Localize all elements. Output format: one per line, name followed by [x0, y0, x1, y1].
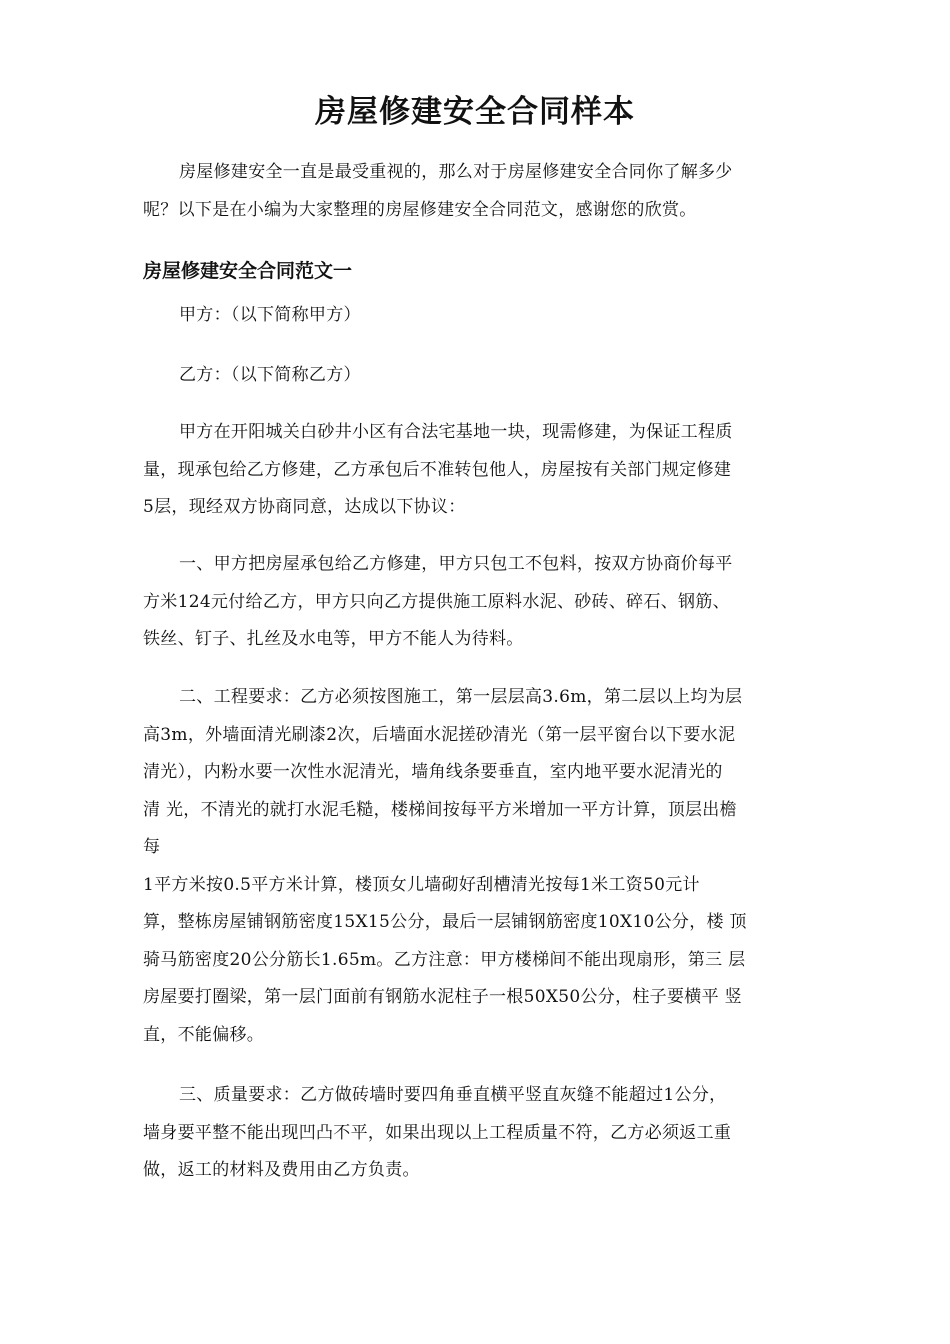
clause-2-line: 直，不能偏移。	[143, 1024, 265, 1045]
clause-3-paragraph	[143, 1077, 807, 1190]
party-a-text: 甲方：（以下简称甲方）	[179, 305, 361, 325]
party-b-line	[143, 357, 807, 395]
intro-line: 呢？以下是在小编为大家整理的房屋修建安全合同范文，感谢您的欣赏。	[143, 199, 697, 220]
clause-1-line: 一、甲方把房屋承包给乙方修建，甲方只包工不包料，按双方协商价每平	[179, 554, 733, 574]
clause-2-line: 1平方米按0.5平方米计算，楼顶女儿墙砌好刮槽清光按每1米工资50元计	[143, 874, 700, 895]
section-heading: 房屋修建安全合同范文一	[143, 260, 353, 282]
clause-2-line: 每	[143, 837, 161, 857]
party-a-line	[143, 297, 807, 335]
clause-3-line: 三、质量要求：乙方做砖墙时要四角垂直横平竖直灰缝不能超过1公分，	[179, 1085, 727, 1105]
clause-2-paragraph	[143, 679, 807, 1054]
clause-2-line: 算，整栋房屋铺钢筋密度15X15公分，最后一层铺钢筋密度10X10公分，楼 顶	[143, 912, 747, 932]
party-b-text: 乙方：（以下简称乙方）	[179, 365, 361, 385]
preamble-line: 5层，现经双方协商同意，达成以下协议：	[143, 497, 466, 517]
clause-3-line: 墙身要平整不能出现凹凸不平，如果出现以上工程质量不符，乙方必须返工重	[143, 1122, 732, 1143]
intro-paragraph	[143, 154, 807, 229]
clause-1-line: 方米124元付给乙方，甲方只向乙方提供施工原料水泥、砂砖、碎石、钢筋、	[143, 591, 730, 612]
clause-2-line: 骑马筋密度20公分筋长1.65m。乙方注意：甲方楼梯间不能出现扇形，第三 层	[143, 949, 746, 970]
document-title: 房屋修建安全合同样本	[315, 94, 635, 130]
preamble-line: 甲方在开阳城关白砂井小区有合法宅基地一块，现需修建，为保证工程质	[179, 422, 733, 442]
preamble-paragraph	[143, 414, 807, 527]
clause-2-line: 清光），内粉水要一次性水泥清光，墙角线条要垂直，室内地平要水泥清光的	[143, 762, 723, 782]
intro-line: 房屋修建安全一直是最受重视的，那么对于房屋修建安全合同你了解多少	[179, 162, 733, 182]
clause-2-line: 清 光，不清光的就打水泥毛糙，楼梯间按每平方米增加一平方计算，顶层出檐	[143, 799, 737, 820]
clause-2-line: 房屋要打圈梁，第一层门面前有钢筋水泥柱子一根50X50公分，柱子要横平 竖	[143, 987, 742, 1007]
clause-1-paragraph	[143, 546, 807, 659]
clause-2-line: 二、工程要求：乙方必须按图施工，第一层层高3.6m，第二层以上均为层	[179, 687, 743, 707]
preamble-line: 量，现承包给乙方修建，乙方承包后不准转包他人，房屋按有关部门规定修建	[143, 459, 732, 480]
clause-2-line: 高3m，外墙面清光刷漆2次，后墙面水泥搓砂清光（第一层平窗台以下要水泥	[143, 724, 736, 745]
clause-3-line: 做，返工的材料及费用由乙方负责。	[143, 1160, 420, 1180]
clause-1-line: 铁丝、钉子、扎丝及水电等，甲方不能人为待料。	[143, 629, 524, 649]
